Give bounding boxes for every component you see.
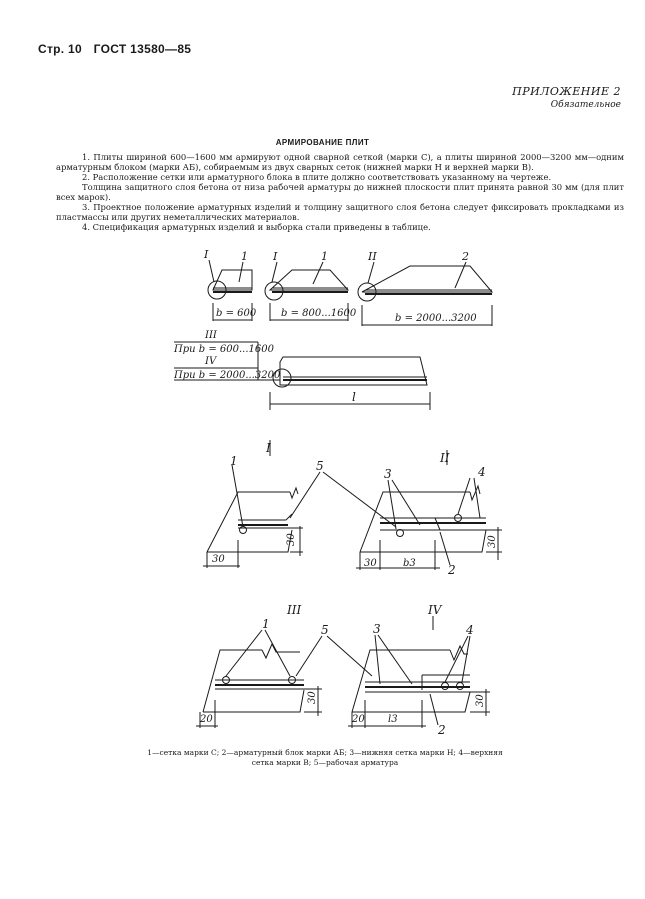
detail-II-label-3: 3 bbox=[384, 467, 392, 481]
appendix-subtitle: Обязательное bbox=[550, 100, 621, 110]
paragraph-2: 2. Расположение сетки или арматурного блока в плите должно соответствовать указанному на чертеже. bbox=[82, 172, 552, 182]
detail-III-title: III bbox=[287, 603, 302, 617]
label-1-a: 1 bbox=[241, 250, 248, 263]
label-roman-I-top-2: I bbox=[273, 250, 278, 263]
detail-I-dim-30-v: 30 bbox=[286, 533, 297, 546]
detail-II-dim-30-v: 30 bbox=[487, 535, 498, 548]
appendix-title: ПРИЛОЖЕНИЕ 2 bbox=[512, 85, 621, 98]
detail-I-label-1: 1 bbox=[230, 454, 238, 468]
note-at-IV: При b = 2000...3200 bbox=[174, 370, 281, 381]
caption-line-1: 1—сетка марки С; 2—арматурный блок марки АБ; 3—нижняя сетка марки Н; 4—верхняя bbox=[147, 748, 503, 757]
label-roman-II-top: II bbox=[368, 250, 377, 263]
detail-IV-dim-20-h: 20 bbox=[352, 714, 365, 725]
standard-number: ГОСТ 13580—85 bbox=[93, 42, 192, 56]
label-5-bottom: 5 bbox=[321, 623, 329, 637]
paragraph-4: 4. Спецификация арматурных изделий и выборка стали приведены в таблице. bbox=[82, 222, 431, 232]
detail-II-title: II bbox=[440, 451, 450, 465]
dim-length-l: l bbox=[352, 390, 356, 404]
detail-IV-dim-30-v: 30 bbox=[475, 694, 486, 707]
detail-III-dim-20-h: 20 bbox=[200, 714, 213, 725]
label-roman-IV: IV bbox=[205, 356, 217, 367]
paragraph-1: 1. Плиты шириной 600—1600 мм армируют одной сварной сеткой (марки С), а плиты шириной 2000—3200 мм—одним арматурным блоком (марки АБ), собираемым из двух сварных сеток (нижней марки Н и верхней марки В). bbox=[56, 152, 624, 172]
detail-III-label-1: 1 bbox=[262, 617, 270, 631]
paragraph-3: 3. Проектное положение арматурных изделий и толщину защитного слоя бетона следует фиксировать прокладками из пластмассы или других неметаллических материалов. bbox=[56, 202, 624, 222]
detail-IV-label-3: 3 bbox=[373, 622, 381, 636]
detail-IV-title: IV bbox=[428, 603, 442, 617]
detail-II-label-2: 2 bbox=[448, 563, 456, 577]
label-5-top: 5 bbox=[316, 459, 324, 473]
detail-I-title: I bbox=[266, 441, 271, 455]
paragraph-2b: Толщина защитного слоя бетона от низа рабочей арматуры до нижней плоскости плит принята равной 30 мм (для плит всех марок). bbox=[56, 182, 624, 202]
section-title: АРМИРОВАНИЕ ПЛИТ bbox=[275, 138, 370, 147]
detail-IV-label-2: 2 bbox=[438, 723, 446, 737]
detail-II-dim-b3: b3 bbox=[403, 558, 416, 569]
dim-b-600: b = 600 bbox=[216, 308, 257, 319]
detail-II-label-4: 4 bbox=[478, 465, 486, 479]
label-1-b: 1 bbox=[321, 250, 328, 263]
detail-I-dim-30-h: 30 bbox=[212, 554, 225, 565]
label-roman-III: III bbox=[205, 330, 217, 341]
detail-IV-label-4: 4 bbox=[466, 623, 474, 637]
dim-b-800-1600: b = 800...1600 bbox=[281, 308, 357, 319]
note-at-III: При b = 600...1600 bbox=[174, 344, 274, 355]
detail-II-dim-30-h: 30 bbox=[364, 558, 377, 569]
detail-III-dim-30-v: 30 bbox=[307, 691, 318, 704]
label-roman-I-top: I bbox=[204, 248, 209, 261]
figure-caption bbox=[130, 748, 520, 768]
caption-line-2: сетка марки В; 5—рабочая арматура bbox=[251, 758, 399, 767]
dim-b-2000-3200: b = 2000...3200 bbox=[395, 313, 477, 324]
detail-I bbox=[203, 440, 303, 568]
page-number: Стр. 10 bbox=[38, 42, 82, 56]
detail-IV-dim-l3: l3 bbox=[388, 714, 398, 725]
detail-III bbox=[196, 630, 322, 728]
label-2-top: 2 bbox=[462, 250, 469, 263]
